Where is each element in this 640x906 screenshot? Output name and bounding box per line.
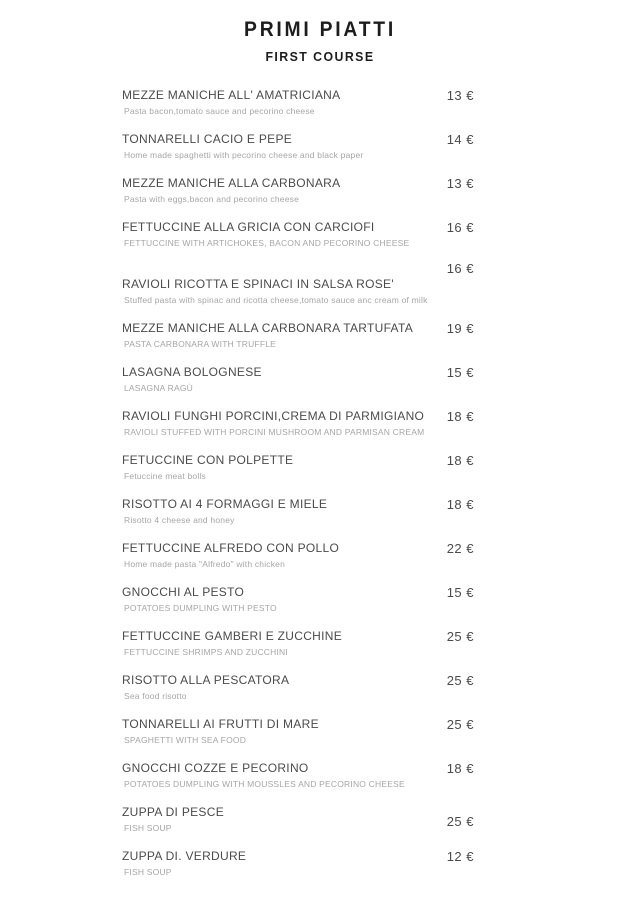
menu-item-description: Fetuccine meat bolls [124, 471, 206, 481]
menu-item-text [122, 453, 439, 481]
menu-item-text [122, 264, 439, 305]
menu-item-price: 25 € [446, 673, 474, 688]
menu-item-description: LASAGNA RAGÙ [124, 383, 194, 393]
menu-item-name: FETTUCCINE ALFREDO CON POLLO [122, 541, 340, 555]
page-subtitle: FIRST COURSE [265, 49, 375, 64]
menu-item-description: Stuffed pasta with spinac and ricotta cheese,tomato sauce anc cream of milk [124, 295, 428, 305]
page-title: PRIMI PIATTI [244, 18, 396, 41]
menu-item-text [122, 365, 439, 393]
menu-item-description: FETTUCCINE WITH ARTICHOKES, BACON AND PECORINO CHEESE [124, 238, 410, 248]
menu-item-description: SPAGHETTI WITH SEA FOOD [124, 735, 247, 745]
menu-item-text [122, 497, 439, 525]
menu-item-price: 16 € [446, 261, 474, 276]
menu-item [122, 261, 474, 305]
menu-item-text [122, 176, 439, 204]
menu-item [122, 365, 474, 393]
menu-item-name: MEZZE MANICHE ALLA CARBONARA [122, 176, 341, 190]
menu-item-text [122, 585, 439, 613]
menu-item [122, 541, 474, 569]
menu-item-price: 18 € [446, 453, 474, 468]
menu-item-description: Home made spaghetti with pecorino cheese and black paper [124, 150, 364, 160]
menu-item-price: 18 € [446, 761, 474, 776]
menu-item-price: 25 € [446, 629, 474, 644]
menu-item-text [122, 849, 439, 877]
menu-item-description: Home made pasta "Alfredo" with chicken [124, 559, 286, 569]
menu-item-name: RAVIOLI FUNGHI PORCINI,CREMA DI PARMIGIANO [122, 409, 425, 423]
menu-item-price: 15 € [446, 365, 474, 380]
menu-header [0, 18, 640, 64]
menu-item-price: 16 € [446, 220, 474, 235]
menu-item-name: ZUPPA DI. VERDURE [122, 849, 247, 863]
menu-item-description: Sea food risotto [124, 691, 187, 701]
menu-item-price: 25 € [446, 717, 474, 732]
menu-item [122, 761, 474, 789]
menu-item [122, 673, 474, 701]
menu-item-name: TONNARELLI CACIO E PEPE [122, 132, 293, 146]
menu-item-name: FETTUCCINE GAMBERI E ZUCCHINE [122, 629, 343, 643]
menu-item-price: 22 € [446, 541, 474, 556]
menu-item-name: LASAGNA BOLOGNESE [122, 365, 262, 379]
menu-list [122, 88, 474, 877]
menu-item-text [122, 132, 439, 160]
menu-item [122, 453, 474, 481]
menu-item-price: 14 € [446, 132, 474, 147]
menu-item-description: FISH SOUP [124, 867, 172, 877]
menu-item-text [122, 805, 439, 833]
menu-item-description: Pasta with eggs,bacon and pecorino cheese [124, 194, 300, 204]
menu-item [122, 176, 474, 204]
menu-item [122, 629, 474, 657]
menu-item-price: 12 € [446, 849, 474, 864]
menu-item-name: TONNARELLI AI FRUTTI DI MARE [122, 717, 319, 731]
menu-item-description: FISH SOUP [124, 823, 172, 833]
menu-item-name: RAVIOLI RICOTTA E SPINACI IN SALSA ROSE' [122, 277, 394, 291]
menu-item [122, 220, 474, 248]
menu-item-price: 19 € [446, 321, 474, 336]
menu-item [122, 585, 474, 613]
menu-item-text [122, 761, 439, 789]
menu-item-name: GNOCCHI AL PESTO [122, 585, 245, 599]
menu-item-description: Risotto 4 cheese and honey [124, 515, 235, 525]
menu-item [122, 849, 474, 877]
menu-item [122, 321, 474, 349]
menu-item-description: POTATOES DUMPLING WITH MOUSSLES AND PECORINO CHEESE [124, 779, 405, 789]
menu-item-description: Pasta bacon,tomato sauce and pecorino cheese [124, 106, 315, 116]
menu-item-text [122, 88, 439, 116]
menu-item-text [122, 409, 439, 437]
menu-item-text [122, 321, 439, 349]
menu-item-price: 18 € [446, 409, 474, 424]
menu-item-text [122, 673, 439, 701]
menu-item-name: MEZZE MANICHE ALLA CARBONARA TARTUFATA [122, 321, 414, 335]
menu-item-text [122, 717, 439, 745]
menu-item-description: RAVIOLI STUFFED WITH PORCINI MUSHROOM AND PARMISAN CREAM [124, 427, 425, 437]
menu-item [122, 409, 474, 437]
menu-item [122, 497, 474, 525]
menu-item-price: 13 € [446, 176, 474, 191]
menu-item-name: ZUPPA DI PESCE [122, 805, 225, 819]
menu-item [122, 717, 474, 745]
menu-item-name: RISOTTO ALLA PESCATORA [122, 673, 290, 687]
menu-item-name: GNOCCHI COZZE E PECORINO [122, 761, 309, 775]
menu-item-name: FETTUCCINE ALLA GRICIA CON CARCIOFI [122, 220, 375, 234]
menu-item-price: 13 € [446, 88, 474, 103]
menu-item-description: FETTUCCINE SHRIMPS AND ZUCCHINI [124, 647, 288, 657]
menu-item [122, 132, 474, 160]
menu-item-price: 18 € [446, 497, 474, 512]
menu-item-price: 25 € [446, 814, 474, 829]
menu-item-text [122, 541, 439, 569]
menu-item [122, 88, 474, 116]
menu-item-name: RISOTTO AI 4 FORMAGGI E MIELE [122, 497, 328, 511]
menu-item-description: POTATOES DUMPLING WITH PESTO [124, 603, 277, 613]
menu-item-price: 15 € [446, 585, 474, 600]
menu-item-name: MEZZE MANICHE ALL' AMATRICIANA [122, 88, 341, 102]
menu-item [122, 805, 474, 833]
menu-item-text [122, 220, 439, 248]
menu-item-text [122, 629, 439, 657]
menu-item-description: PASTA CARBONARA WITH TRUFFLE [124, 339, 277, 349]
menu-item-name: FETUCCINE CON POLPETTE [122, 453, 294, 467]
